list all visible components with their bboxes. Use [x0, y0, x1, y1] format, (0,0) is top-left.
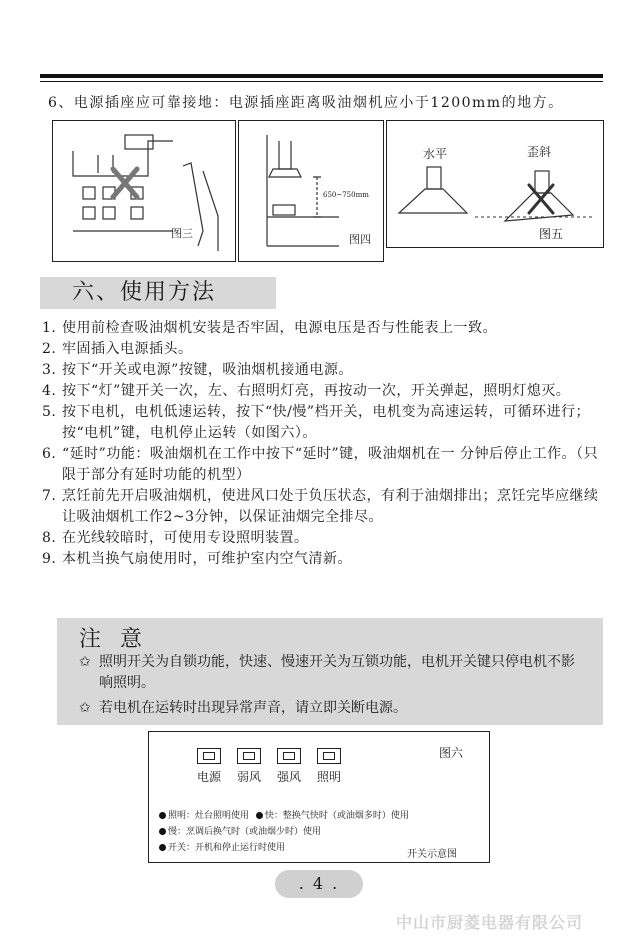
figure-4 [238, 120, 384, 262]
usage-step: 7. 烹饪前先开启吸油烟机，使进风口处于负压状态，有利于油烟排出；烹饪完毕应继续让吸油烟机工作2~3分钟，以保证油烟完全排尽。 [42, 488, 599, 525]
figure-5-drawing [387, 121, 603, 247]
figure-3-caption: 图三 [171, 227, 193, 240]
notice-item: ✩ 若电机在运转时出现异常声音，请立即关断电源。 [79, 698, 579, 719]
figure-4-caption: 图四 [349, 233, 371, 246]
usage-step: 3. 按下“开关或电源”按键，吸油烟机接通电源。 [42, 362, 353, 378]
power-button-diagram: 电源 [189, 748, 229, 785]
section-title: 六、使用方法 [40, 277, 276, 309]
bullet-dot-icon [159, 844, 166, 851]
figure-5-level-label: 水平 [423, 147, 448, 161]
notice-title: 注 意 [79, 627, 148, 652]
star-icon: ✩ [79, 700, 91, 716]
button-square-icon [277, 748, 301, 764]
company-watermark: 中山市厨菱电器有限公司 [396, 913, 584, 932]
bullet-dot-icon [256, 812, 263, 819]
usage-step: 2. 牢固插入电源插头。 [42, 341, 193, 357]
figure-5 [386, 120, 604, 248]
button-square-icon [197, 748, 221, 764]
button-square-icon [237, 748, 261, 764]
figure-5-caption: 图五 [539, 227, 564, 241]
high-speed-button-diagram: 强风 [269, 748, 309, 785]
figure-5-tilt-label: 歪斜 [527, 145, 552, 159]
button-square-icon [317, 748, 341, 764]
top-rule-thick [40, 74, 603, 78]
control-panel-figure [148, 731, 490, 863]
figure-3-drawing [53, 121, 235, 261]
page-number: . 4 . [275, 870, 363, 898]
notice-item: ✩ 照明开关为自锁功能，快速、慢速开关为互锁功能，电机开关键只停电机不影响照明。 [79, 654, 575, 691]
panel-legend-line: 慢：烹调后换气时（或油烟少时）使用 [159, 824, 321, 837]
figure-3 [52, 120, 236, 262]
figure-6-caption: 图六 [439, 746, 464, 760]
usage-step: 4. 按下“灯”键开关一次，左、右照明灯亮，再按动一次，开关弹起，照明灯熄灭。 [42, 383, 571, 399]
panel-legend-line: 开关：开机和停止运行时使用 [159, 840, 285, 853]
usage-step: 6. “延时”功能：吸油烟机在工作中按下“延时”键，吸油烟机在一 分钟后停止工作。（只限于部分有延时功能的机型） [42, 446, 599, 483]
usage-step: 5. 按下电机，电机低速运转，按下“快/慢”档开关，电机变为高速运转，可循环进行；按“电机”键，电机停止运转（如图六）。 [42, 404, 591, 441]
figure-4-dimension: 650~750mm [323, 191, 369, 199]
usage-step: 1. 使用前检查吸油烟机安装是否牢固，电源电压是否与性能表上一致。 [42, 320, 497, 336]
light-button-diagram: 照明 [309, 748, 349, 785]
usage-step: 9. 本机当换气扇使用时，可维护室内空气清新。 [42, 551, 352, 567]
panel-footer-caption: 开关示意图 [407, 849, 457, 860]
bullet-dot-icon [159, 812, 166, 819]
star-icon: ✩ [79, 654, 91, 670]
top-rule-thin [40, 81, 603, 82]
low-speed-button-diagram: 弱风 [229, 748, 269, 785]
bullet-dot-icon [159, 828, 166, 835]
notice-box [57, 618, 603, 725]
install-item-6: 6、电源插座应可靠接地：电源插座距离吸油烟机应小于1200mm的地方。 [48, 95, 564, 111]
panel-legend-line: 照明：灶台照明使用 快：整换气快时（或油烟多时）使用 [159, 808, 409, 821]
usage-step: 8. 在光线较暗时，可使用专设照明装置。 [42, 530, 309, 546]
usage-steps [42, 318, 602, 570]
